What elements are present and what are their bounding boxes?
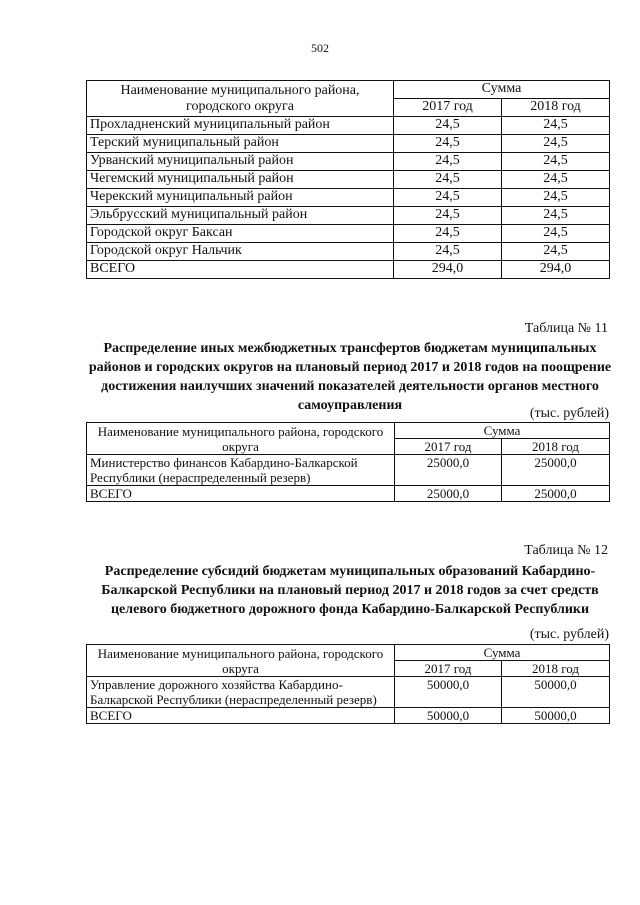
row-value-2017: 24,5 (394, 135, 502, 153)
table-row (87, 135, 610, 153)
table-row (87, 171, 610, 189)
row-name: Прохладненский муниципальный район (87, 117, 394, 135)
total-label: ВСЕГО (87, 261, 394, 279)
table11-units: (тыс. рублей) (529, 406, 609, 421)
row-name: Эльбрусский муниципальный район (87, 207, 394, 225)
row-value-2018: 24,5 (502, 117, 610, 135)
row-value-2018: 24,5 (502, 135, 610, 153)
table-row (87, 455, 610, 486)
table-row (87, 243, 610, 261)
row-value-2018: 25000,0 (502, 455, 610, 486)
row-name: Управление дорожного хозяйства Кабардино-Балкарской Республики (нераспределенный резерв) (87, 677, 395, 708)
row-name: Министерство финансов Кабардино-Балкарской Республики (нераспределенный резерв) (87, 455, 395, 486)
row-value-2018: 24,5 (502, 153, 610, 171)
table12-title: Распределение субсидий бюджетам муниципальных образований Кабардино-Балкарской Республики на плановый период 2017 и 2018 годов за счет средств целевого бюджетного дорожного фонда Кабардино-Балкарской Республики (101, 564, 599, 617)
table-row (87, 117, 610, 135)
row-value-2017: 24,5 (394, 207, 502, 225)
table-row (87, 189, 610, 207)
row-value-2017: 24,5 (394, 171, 502, 189)
row-value-2018: 24,5 (502, 171, 610, 189)
table-row (87, 677, 610, 708)
row-value-2017: 24,5 (394, 117, 502, 135)
row-value-2018: 50000,0 (502, 677, 610, 708)
total-value-2018: 25000,0 (502, 486, 610, 502)
row-value-2018: 24,5 (502, 243, 610, 261)
table-row (87, 207, 610, 225)
row-value-2017: 24,5 (394, 153, 502, 171)
header-sum: Сумма (395, 645, 610, 661)
row-value-2018: 24,5 (502, 207, 610, 225)
row-name: Чегемский муниципальный район (87, 171, 394, 189)
row-value-2018: 24,5 (502, 225, 610, 243)
total-value-2017: 294,0 (394, 261, 502, 279)
row-name: Городской округ Баксан (87, 225, 394, 243)
total-row (87, 261, 610, 279)
table-row (87, 153, 610, 171)
table12-units: (тыс. рублей) (529, 627, 609, 642)
header-year-2017: 2017 год (395, 439, 502, 455)
total-label: ВСЕГО (87, 708, 395, 724)
total-value-2017: 25000,0 (395, 486, 502, 502)
table11-number: Таблица № 11 (524, 321, 608, 336)
table12-number: Таблица № 12 (524, 543, 608, 558)
total-value-2018: 50000,0 (502, 708, 610, 724)
total-value-2018: 294,0 (502, 261, 610, 279)
header-year-2017: 2017 год (394, 99, 502, 117)
total-value-2017: 50000,0 (395, 708, 502, 724)
table11 (86, 422, 610, 502)
table11-title: Распределение иных межбюджетных трансфертов бюджетам муниципальных районов и городских округов на плановый период 2017 и 2018 годов на поощрение достижения наилучших значений показателей деятельности органов местного самоуправления (88, 341, 612, 413)
total-row (87, 708, 610, 724)
header-name: Наименование муниципального района, городского округа (87, 81, 394, 117)
row-value-2017: 50000,0 (395, 677, 502, 708)
page-number: 502 (311, 41, 329, 55)
header-year-2018: 2018 год (502, 661, 610, 677)
header-year-2018: 2018 год (502, 439, 610, 455)
row-value-2017: 24,5 (394, 189, 502, 207)
table-row (87, 225, 610, 243)
header-sum: Сумма (394, 81, 610, 99)
total-row (87, 486, 610, 502)
row-name: Терский муниципальный район (87, 135, 394, 153)
row-value-2017: 24,5 (394, 225, 502, 243)
row-name: Черекский муниципальный район (87, 189, 394, 207)
header-sum: Сумма (395, 423, 610, 439)
header-year-2017: 2017 год (395, 661, 502, 677)
row-value-2018: 24,5 (502, 189, 610, 207)
table12 (86, 644, 610, 724)
row-name: Городской округ Нальчик (87, 243, 394, 261)
header-year-2018: 2018 год (502, 99, 610, 117)
row-value-2017: 25000,0 (395, 455, 502, 486)
header-name: Наименование муниципального района, городского округа (87, 423, 395, 455)
row-name: Урванский муниципальный район (87, 153, 394, 171)
header-name: Наименование муниципального района, городского округа (87, 645, 395, 677)
total-label: ВСЕГО (87, 486, 395, 502)
row-value-2017: 24,5 (394, 243, 502, 261)
municipal-table (86, 80, 610, 279)
